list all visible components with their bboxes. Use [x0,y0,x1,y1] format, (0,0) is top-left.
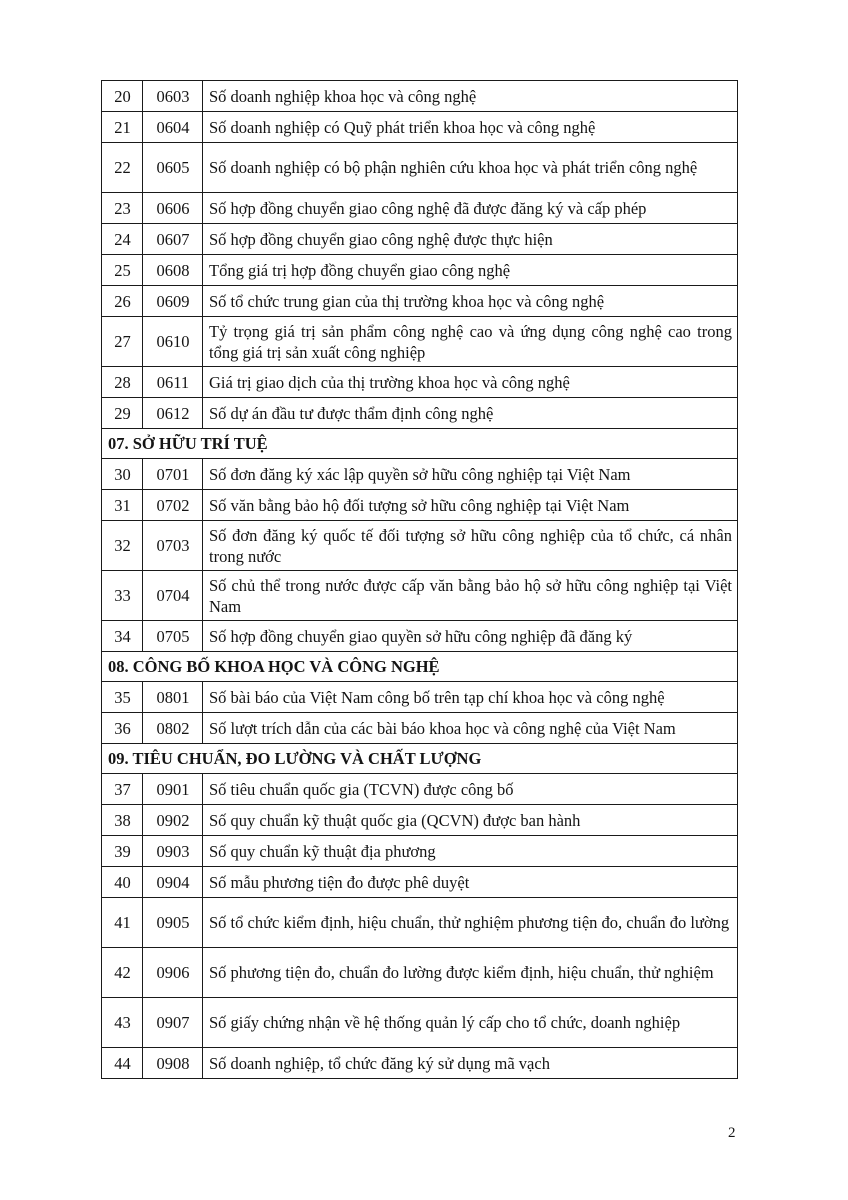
indicator-code: 0907 [143,998,203,1048]
row-number: 28 [102,367,143,398]
row-number: 33 [102,571,143,621]
indicator-code: 0704 [143,571,203,621]
section-header-row [102,744,738,774]
indicator-name: Số mẫu phương tiện đo được phê duyệt [203,867,738,898]
table-row [102,367,738,398]
row-number: 21 [102,112,143,143]
indicator-code: 0802 [143,713,203,744]
table-row [102,398,738,429]
indicator-code: 0901 [143,774,203,805]
indicator-name: Số doanh nghiệp khoa học và công nghệ [203,81,738,112]
indicator-code: 0612 [143,398,203,429]
indicator-name: Số doanh nghiệp có bộ phận nghiên cứu khoa học và phát triển công nghệ [203,143,738,193]
table-row [102,774,738,805]
row-number: 43 [102,998,143,1048]
indicator-code: 0703 [143,521,203,571]
indicator-name: Số đơn đăng ký xác lập quyền sở hữu công nghiệp tại Việt Nam [203,459,738,490]
table-row [102,224,738,255]
page-number: 2 [728,1125,736,1141]
indicator-name: Tỷ trọng giá trị sản phẩm công nghệ cao và ứng dụng công nghệ cao trong tổng giá trị sản xuất công nghiệp [203,317,738,367]
row-number: 34 [102,621,143,652]
row-number: 39 [102,836,143,867]
section-header-row [102,652,738,682]
indicator-name: Số quy chuẩn kỹ thuật quốc gia (QCVN) được ban hành [203,805,738,836]
table-row [102,286,738,317]
table-row [102,682,738,713]
indicator-name: Giá trị giao dịch của thị trường khoa học và công nghệ [203,367,738,398]
indicator-code: 0604 [143,112,203,143]
row-number: 32 [102,521,143,571]
indicator-code: 0801 [143,682,203,713]
indicator-name: Số tổ chức trung gian của thị trường khoa học và công nghệ [203,286,738,317]
indicator-code: 0908 [143,1048,203,1079]
row-number: 38 [102,805,143,836]
table-row [102,81,738,112]
table-row [102,459,738,490]
table-row [102,948,738,998]
indicator-code: 0701 [143,459,203,490]
indicator-name: Số giấy chứng nhận về hệ thống quản lý cấp cho tổ chức, doanh nghiệp [203,998,738,1048]
indicator-code: 0904 [143,867,203,898]
table-row [102,143,738,193]
table-row [102,255,738,286]
indicator-code: 0611 [143,367,203,398]
indicator-name: Tổng giá trị hợp đồng chuyển giao công nghệ [203,255,738,286]
indicator-name: Số doanh nghiệp có Quỹ phát triển khoa học và công nghệ [203,112,738,143]
indicator-code: 0610 [143,317,203,367]
indicator-code: 0906 [143,948,203,998]
row-number: 44 [102,1048,143,1079]
table-row [102,571,738,621]
indicator-code: 0606 [143,193,203,224]
row-number: 30 [102,459,143,490]
indicator-code: 0607 [143,224,203,255]
row-number: 27 [102,317,143,367]
table-row [102,867,738,898]
table-row [102,621,738,652]
row-number: 24 [102,224,143,255]
row-number: 40 [102,867,143,898]
indicator-name: Số hợp đồng chuyển giao công nghệ đã được đăng ký và cấp phép [203,193,738,224]
row-number: 31 [102,490,143,521]
indicator-name: Số doanh nghiệp, tổ chức đăng ký sử dụng mã vạch [203,1048,738,1079]
section-heading: 09. TIÊU CHUẨN, ĐO LƯỜNG VÀ CHẤT LƯỢNG [102,744,738,774]
table-row [102,112,738,143]
indicator-code: 0605 [143,143,203,193]
table-row [102,836,738,867]
indicator-code: 0603 [143,81,203,112]
table-row [102,998,738,1048]
indicator-table [101,80,738,1079]
table-row [102,317,738,367]
indicator-name: Số tiêu chuẩn quốc gia (TCVN) được công bố [203,774,738,805]
table-row [102,713,738,744]
indicator-name: Số bài báo của Việt Nam công bố trên tạp chí khoa học và công nghệ [203,682,738,713]
table-row [102,898,738,948]
indicator-code: 0609 [143,286,203,317]
row-number: 25 [102,255,143,286]
row-number: 22 [102,143,143,193]
table-row [102,193,738,224]
row-number: 42 [102,948,143,998]
indicator-name: Số tổ chức kiểm định, hiệu chuẩn, thử nghiệm phương tiện đo, chuẩn đo lường [203,898,738,948]
section-header-row [102,429,738,459]
row-number: 20 [102,81,143,112]
indicator-name: Số phương tiện đo, chuẩn đo lường được kiểm định, hiệu chuẩn, thử nghiệm [203,948,738,998]
indicator-name: Số hợp đồng chuyển giao công nghệ được thực hiện [203,224,738,255]
table-row [102,805,738,836]
indicator-name: Số lượt trích dẫn của các bài báo khoa học và công nghệ của Việt Nam [203,713,738,744]
indicator-name: Số dự án đầu tư được thẩm định công nghệ [203,398,738,429]
row-number: 36 [102,713,143,744]
indicator-table-body [102,81,738,1079]
row-number: 23 [102,193,143,224]
indicator-code: 0905 [143,898,203,948]
indicator-name: Số hợp đồng chuyển giao quyền sở hữu công nghiệp đã đăng ký [203,621,738,652]
row-number: 41 [102,898,143,948]
indicator-name: Số chủ thể trong nước được cấp văn bằng bảo hộ sở hữu công nghiệp tại Việt Nam [203,571,738,621]
indicator-code: 0705 [143,621,203,652]
row-number: 37 [102,774,143,805]
indicator-code: 0702 [143,490,203,521]
row-number: 26 [102,286,143,317]
row-number: 35 [102,682,143,713]
section-heading: 07. SỞ HỮU TRÍ TUỆ [102,429,738,459]
table-row [102,521,738,571]
indicator-code: 0903 [143,836,203,867]
indicator-name: Số quy chuẩn kỹ thuật địa phương [203,836,738,867]
section-heading: 08. CÔNG BỐ KHOA HỌC VÀ CÔNG NGHỆ [102,652,738,682]
table-row [102,490,738,521]
indicator-name: Số đơn đăng ký quốc tế đối tượng sở hữu công nghiệp của tổ chức, cá nhân trong nước [203,521,738,571]
table-row [102,1048,738,1079]
indicator-code: 0608 [143,255,203,286]
row-number: 29 [102,398,143,429]
indicator-code: 0902 [143,805,203,836]
indicator-name: Số văn bằng bảo hộ đối tượng sở hữu công nghiệp tại Việt Nam [203,490,738,521]
